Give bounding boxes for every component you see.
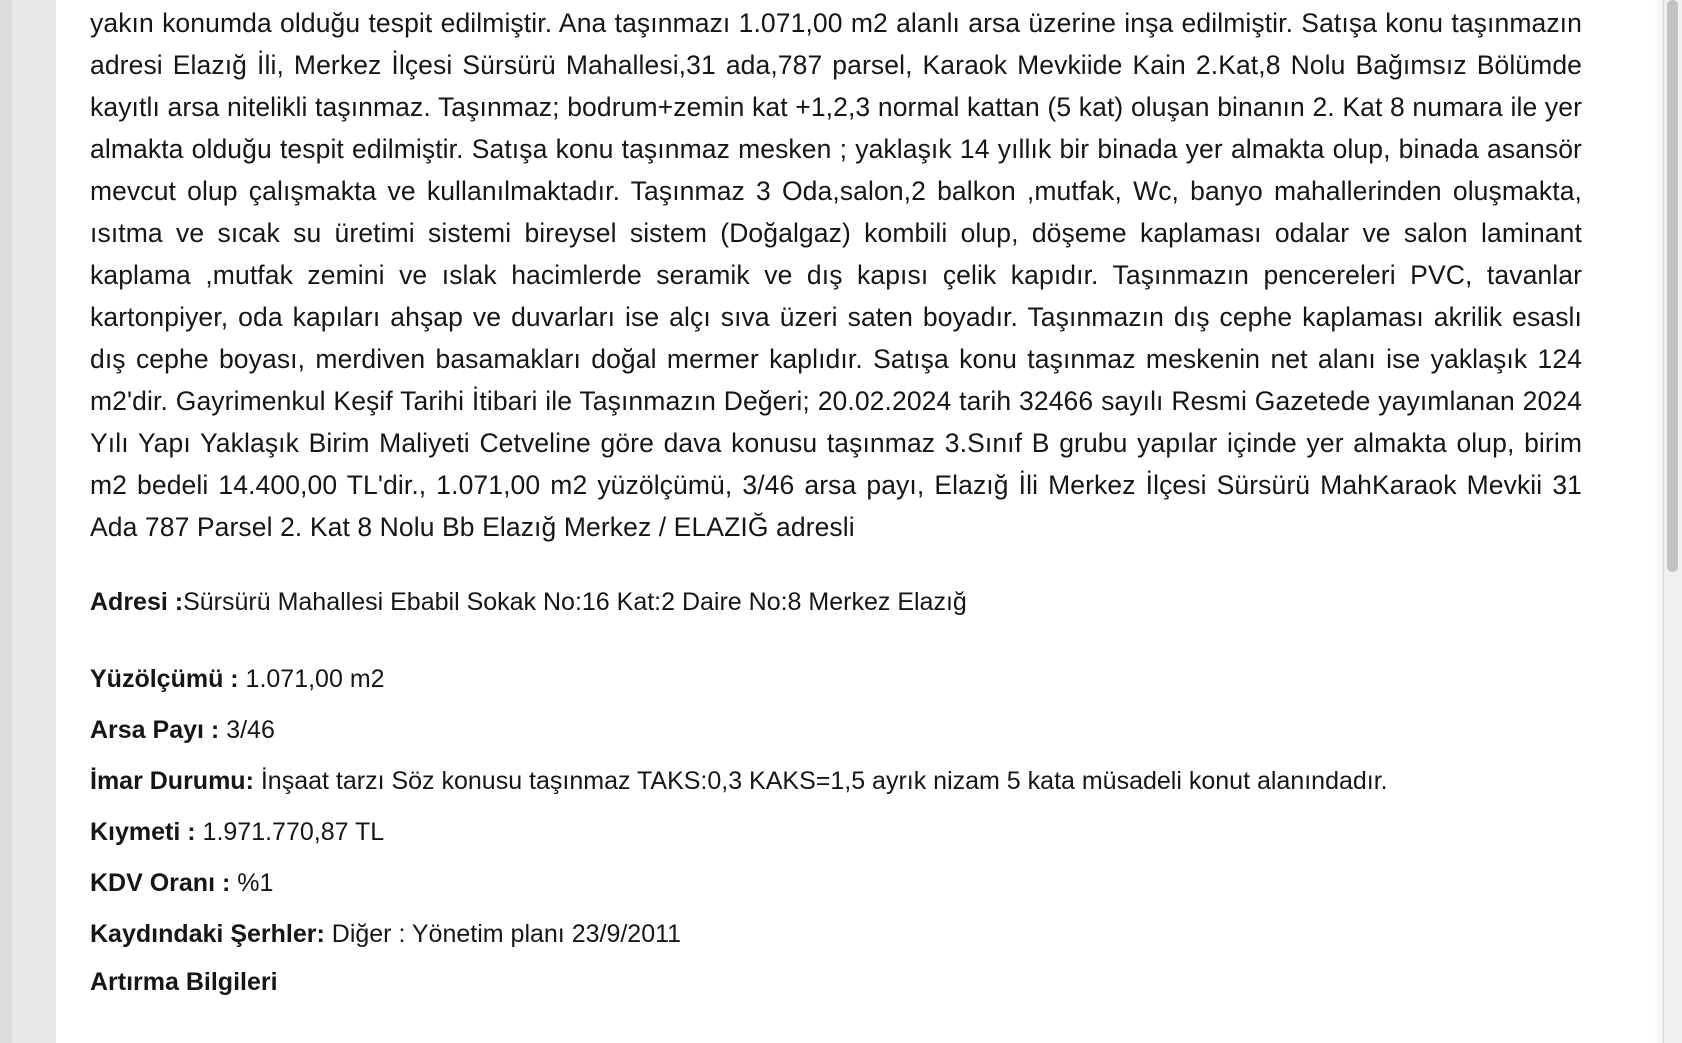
field-row — [90, 858, 1582, 909]
field-row — [90, 654, 1582, 705]
field-label-imar-durumu: İmar Durumu: — [90, 767, 254, 795]
page-margin-left — [12, 0, 56, 1043]
field-label-kaydindaki-serhler: Kaydındaki Şerhler: — [90, 920, 325, 948]
field-value-kaydindaki-serhler: Diğer : Yönetim planı 23/9/2011 — [324, 920, 682, 948]
vertical-scrollbar[interactable] — [1663, 0, 1682, 1043]
scrollbar-thumb[interactable] — [1667, 0, 1678, 572]
field-value-kiymeti: 1.971.770,87 TL — [195, 818, 385, 846]
field-row — [90, 807, 1582, 858]
section-title-artirma-bilgileri: Artırma Bilgileri — [90, 968, 278, 996]
field-value-imar-durumu: İnşaat tarzı Söz konusu taşınmaz TAKS:0,3 KAKS=1,5 ayrık nizam 5 kata müsadeli konut alanındadır. — [253, 767, 1388, 795]
field-label-kiymeti: Kıymeti : — [90, 818, 196, 846]
field-row — [90, 705, 1582, 756]
field-row — [90, 756, 1582, 807]
property-description-paragraph: yakın konumda olduğu tespit edilmiştir. Ana taşınmazı 1.071,00 m2 alanlı arsa üzerine inşa edilmiştir. Satışa konu taşınmazın adresi Elazığ İli, Merkez İlçesi Sürsürü Mahallesi,31 ada,787 parsel, Karaok Mevkiide Kain 2.Kat,8 Nolu Bağımsız Bölümde kayıtlı arsa nitelikli taşınmaz. Taşınmaz; bodrum+zemin kat +1,2,3 normal kattan (5 kat) oluşan binanın 2. Kat 8 numara ile yer almakta olduğu tespit edilmiştir. Satışa konu taşınmaz mesken ; yaklaşık 14 yıllık bir binada yer almakta olup, binada asansör mevcut olup çalışmakta ve kullanılmaktadır. Taşınmaz 3 Oda,salon,2 balkon ,mutfak, Wc, banyo mahallerinden oluşmakta, ısıtma ve sıcak su üretimi sistemi bireysel sistem (Doğalgaz) kombili olup, döşeme kaplaması odalar ve salon laminant kaplama ,mutfak zemini ve ıslak hacimlerde seramik ve dış kapısı çelik kapıdır. Taşınmazın pencereleri PVC, tavanlar kartonpiyer, oda kapıları ahşap ve duvarları ise alçı sıva üzeri saten boyadır. Taşınmazın dış cephe kaplaması akrilik esaslı dış cephe boyası, merdiven basamakları doğal mermer kaplıdır. Satışa konu taşınmaz meskenin net alanı ise yaklaşık 124 m2'dir. Gayrimenkul Keşif Tarihi İtibari ile Taşınmazın Değeri; 20.02.2024 tarih 32466 sayılı Resmi Gazetede yayımlanan 2024 Yılı Yapı Yaklaşık Birim Maliyeti Cetveline göre dava konusu taşınmaz 3.Sınıf B grubu yapılar içinde yer almakta olup, birim m2 bedeli 14.400,00 TL'dir., 1.071,00 m2 yüzölçümü, 3/46 arsa payı, Elazığ İli Merkez İlçesi Sürsürü MahKaraok Mevkii 31 Ada 787 Parsel 2. Kat 8 Nolu Bb Elazığ Merkez / ELAZIĞ adresli — [90, 8, 1582, 542]
document-page — [56, 0, 1652, 1043]
field-label-arsa-payi: Arsa Payı : — [90, 716, 220, 744]
field-value-kdv-orani: %1 — [230, 869, 274, 897]
field-value-arsa-payi: 3/46 — [219, 716, 275, 744]
address-value: Sürsürü Mahallesi Ebabil Sokak No:16 Kat:2 Daire No:8 Merkez Elazığ — [183, 588, 967, 616]
field-label-yuzolcumu: Yüzölçümü : — [90, 665, 239, 693]
address-row — [90, 584, 1582, 620]
property-fields — [90, 654, 1582, 1004]
address-label: Adresi : — [90, 588, 184, 616]
field-label-kdv-orani: KDV Oranı : — [90, 869, 231, 897]
page-gutter-left — [0, 0, 12, 1043]
field-row — [90, 909, 1582, 960]
field-value-yuzolcumu: 1.071,00 m2 — [238, 665, 385, 693]
